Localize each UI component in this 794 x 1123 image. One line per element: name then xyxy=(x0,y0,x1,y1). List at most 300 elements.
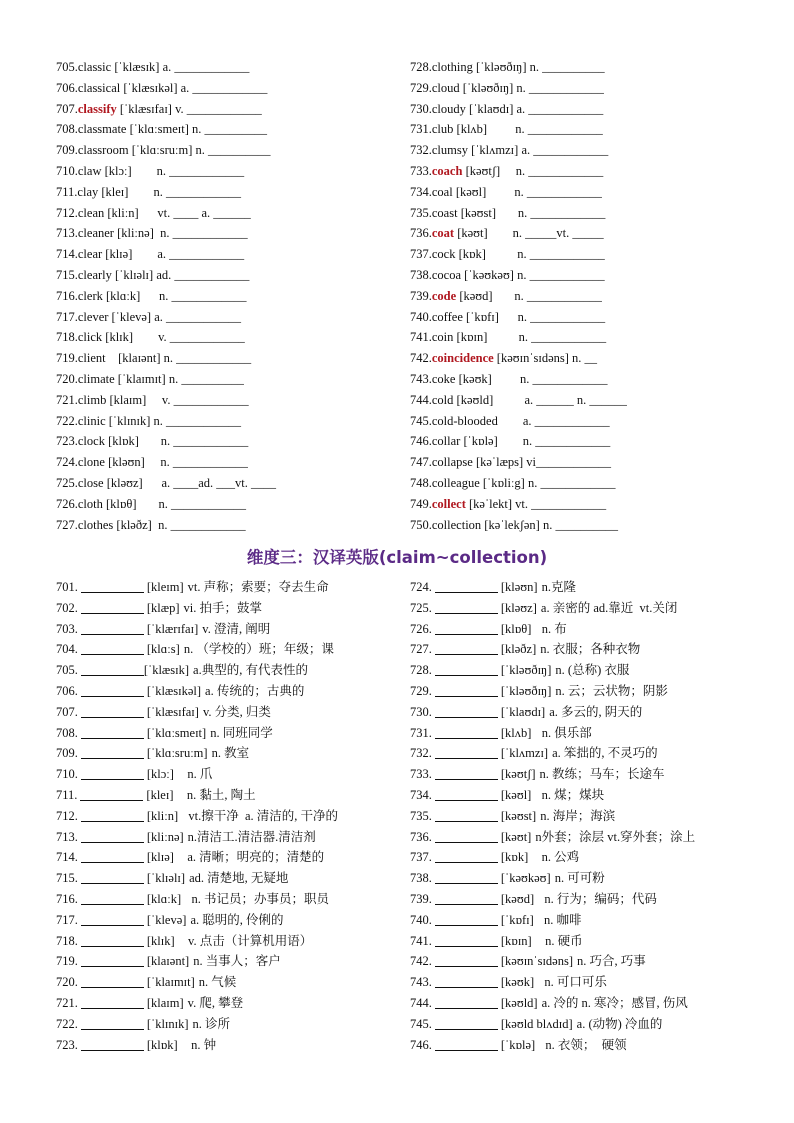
headword: clone xyxy=(77,455,105,470)
translation-row xyxy=(410,577,782,598)
definition: n. （学校的）班；年级；课 xyxy=(183,642,334,657)
phonetic-and-blank: [ˈkɒfɪ] n. ____________ xyxy=(462,309,606,324)
vocab-row xyxy=(56,265,396,286)
phonetic-and-blank: [ˈkɒliːg] n. ____________ xyxy=(479,475,616,490)
headword: clean xyxy=(77,205,105,220)
headword: coal xyxy=(431,184,453,199)
definition: ad. 清楚地, 无疑地 xyxy=(189,871,289,886)
entry-number: 749. xyxy=(410,496,432,511)
translation-row xyxy=(56,639,396,660)
answer-blank xyxy=(81,1016,144,1030)
headword: clearly xyxy=(77,267,112,282)
entry-number: 738. xyxy=(410,267,432,282)
vocab-row xyxy=(410,369,780,390)
definition: v. 澄清, 阐明 xyxy=(202,621,271,636)
vocab-row xyxy=(56,494,396,515)
vocab-row xyxy=(410,203,780,224)
answer-blank xyxy=(81,849,144,863)
phonetic: [kəʊld] xyxy=(500,995,538,1010)
definition: a.典型的, 有代表性的 xyxy=(193,663,308,678)
translation-row xyxy=(410,1014,782,1035)
translation-row xyxy=(56,972,396,993)
vocab-row xyxy=(56,223,396,244)
entry-number: 742. xyxy=(410,954,432,969)
translation-row xyxy=(410,806,782,827)
entry-number: 721. xyxy=(56,392,78,407)
entry-number: 709. xyxy=(56,746,78,761)
translation-row xyxy=(410,847,782,868)
translation-row xyxy=(410,764,782,785)
phonetic: [ˈklaɪmɪt] xyxy=(146,975,195,990)
vocab-row xyxy=(56,411,396,432)
entry-number: 713. xyxy=(56,829,78,844)
entry-number: 721. xyxy=(56,995,78,1010)
definition: vi. 拍手；鼓掌 xyxy=(183,600,262,615)
phonetic-and-blank: [kəʊk] n. ____________ xyxy=(455,371,608,386)
phonetic-and-blank: [kəʊl] n. ____________ xyxy=(452,184,602,199)
headword: clumsy xyxy=(431,143,468,158)
headword: claw xyxy=(77,163,102,178)
vocab-row xyxy=(410,390,780,411)
headword: coffee xyxy=(431,309,463,324)
definition: n. 海岸；海滨 xyxy=(540,808,616,823)
phonetic-and-blank: [ˈklɑːsmeɪt] n. __________ xyxy=(126,122,268,137)
phonetic: [ˈklɑːsmeɪt] xyxy=(146,725,207,740)
vocab-row xyxy=(56,78,396,99)
entry-number: 713. xyxy=(56,226,78,241)
definition: v. 分类, 归类 xyxy=(202,704,271,719)
phonetic: [ˈklæsɪfaɪ] xyxy=(146,704,199,719)
entry-number: 730. xyxy=(410,101,432,116)
phonetic: [ˈklaʊdɪ] xyxy=(500,704,546,719)
entry-number: 746. xyxy=(410,434,432,449)
definition: n. 行为；编码；代码 xyxy=(538,891,657,906)
phonetic: [ˈklæsɪk] xyxy=(143,663,190,678)
phonetic-and-blank: [klɔː] n. ____________ xyxy=(101,163,245,178)
entry-number: 747. xyxy=(410,455,432,470)
vocab-row xyxy=(56,515,396,536)
translation-row xyxy=(56,889,396,910)
translation-row xyxy=(410,660,782,681)
phonetic: [kləʊz] xyxy=(500,600,537,615)
answer-blank xyxy=(435,621,498,635)
answer-blank xyxy=(81,662,144,676)
phonetic: [klʌb] xyxy=(500,725,532,740)
entry-number: 731. xyxy=(410,725,432,740)
entry-number: 746. xyxy=(410,1037,432,1052)
phonetic: [kəʊk] xyxy=(500,975,535,990)
phonetic: [kəʊɪnˈsɪdəns] xyxy=(500,954,573,969)
vocab-row xyxy=(56,203,396,224)
entry-number: 702. xyxy=(56,600,78,615)
definition: vt.擦干净 a. 清洁的, 干净的 xyxy=(182,808,339,823)
vocab-row xyxy=(56,182,396,203)
answer-blank xyxy=(81,912,144,926)
definition: n. 云；云状物；阴影 xyxy=(555,683,668,698)
phonetic-and-blank: [ˈklɪəlɪ] ad. ____________ xyxy=(111,267,250,282)
entry-number: 706. xyxy=(56,683,78,698)
entry-number: 714. xyxy=(56,247,78,262)
vocab-row xyxy=(56,390,396,411)
answer-blank xyxy=(81,995,144,1009)
entry-number: 703. xyxy=(56,621,78,636)
entry-number: 729. xyxy=(410,683,432,698)
translation-row xyxy=(410,972,782,993)
top-right-column xyxy=(410,57,780,535)
entry-number: 722. xyxy=(56,1016,78,1031)
entry-number: 734. xyxy=(410,184,432,199)
headword: collapse xyxy=(431,455,473,470)
entry-number: 708. xyxy=(56,725,78,740)
entry-number: 732. xyxy=(410,143,432,158)
phonetic: [ˈklɪnɪk] xyxy=(146,1016,189,1031)
phonetic-and-blank: [ˈkəʊkəʊ] n. ____________ xyxy=(461,267,605,282)
answer-blank xyxy=(435,1016,498,1030)
headword: climb xyxy=(77,392,107,407)
translation-row xyxy=(56,681,396,702)
answer-blank xyxy=(81,891,144,905)
entry-number: 741. xyxy=(410,933,432,948)
vocab-row xyxy=(410,57,780,78)
phonetic: [klɪk] xyxy=(146,933,175,948)
vocab-row xyxy=(410,431,780,452)
entry-number: 708. xyxy=(56,122,78,137)
answer-blank xyxy=(435,995,498,1009)
entry-number: 712. xyxy=(56,808,78,823)
phonetic: [ˈkɒlə] xyxy=(500,1037,536,1052)
entry-number: 728. xyxy=(410,663,432,678)
translation-row xyxy=(56,910,396,931)
entry-number: 715. xyxy=(56,871,78,886)
translation-row xyxy=(410,1035,782,1056)
section-title: 维度三：汉译英版(claim~collection) xyxy=(246,548,548,567)
phonetic-and-blank: [ˈklæsɪfaɪ] v. ____________ xyxy=(116,101,262,116)
phonetic: [kɒɪn] xyxy=(500,933,532,948)
phonetic-and-blank: [ˈklaɪmɪt] n. __________ xyxy=(114,371,244,386)
entry-number: 728. xyxy=(410,60,432,74)
definition: n. 衣服；各种衣物 xyxy=(540,642,641,657)
headword: clock xyxy=(77,434,105,449)
vocab-row xyxy=(56,473,396,494)
headword: client xyxy=(77,351,106,366)
phonetic-and-blank: [ˈklaʊdɪ] a. ____________ xyxy=(465,101,604,116)
headword: cold-blooded xyxy=(431,413,498,428)
entry-number: 739. xyxy=(410,288,432,303)
translation-row xyxy=(56,660,396,681)
translation-row xyxy=(56,868,396,889)
answer-blank xyxy=(435,704,498,718)
entry-number: 719. xyxy=(56,954,78,969)
definition: v. 点击（计算机用语） xyxy=(178,933,313,948)
vocab-row xyxy=(56,161,396,182)
entry-number: 705. xyxy=(56,60,78,74)
definition: n. 教室 xyxy=(211,746,250,761)
phonetic-and-blank: a. ____________ xyxy=(497,413,610,428)
vocab-row xyxy=(56,307,396,328)
definition: vt. 声称；索要；夺去生命 xyxy=(187,580,329,594)
translation-row xyxy=(56,1035,396,1056)
definition: a. 亲密的 ad.靠近 vt.关闭 xyxy=(540,600,678,615)
answer-blank xyxy=(435,849,498,863)
definition: n. 公鸡 xyxy=(532,850,580,865)
headword: coin xyxy=(431,330,454,345)
headword: coincidence xyxy=(431,351,494,366)
phonetic-and-blank: [kləʊz] a. ____ad. ___vt. ____ xyxy=(103,475,277,490)
definition: n. 黏土, 陶土 xyxy=(177,787,256,802)
entry-number: 736. xyxy=(410,829,432,844)
vocab-row xyxy=(410,494,780,515)
phonetic: [ˈkɒfɪ] xyxy=(500,912,534,927)
definition: n. 煤；煤块 xyxy=(535,787,605,802)
translation-row xyxy=(410,723,782,744)
entry-number: 748. xyxy=(410,475,432,490)
answer-blank xyxy=(81,704,144,718)
entry-number: 710. xyxy=(56,163,78,178)
phonetic-and-blank: [klɒθ] n. ____________ xyxy=(102,496,246,511)
entry-number: 737. xyxy=(410,247,432,262)
vocab-row xyxy=(410,327,780,348)
definition: n. 诊所 xyxy=(192,1016,231,1031)
entry-number: 709. xyxy=(56,143,78,158)
answer-blank xyxy=(81,683,144,697)
phonetic-and-blank: [klɪə] a. ____________ xyxy=(102,247,245,262)
entry-number: 740. xyxy=(410,912,432,927)
phonetic: [ˈkləʊðɪŋ] xyxy=(500,683,552,698)
entry-number: 727. xyxy=(56,517,78,532)
entry-number: 733. xyxy=(410,767,432,782)
entry-number: 710. xyxy=(56,767,78,782)
answer-blank xyxy=(81,579,144,593)
definition: n. 当事人；客户 xyxy=(193,954,281,969)
headword: cold xyxy=(431,392,454,407)
answer-blank xyxy=(435,912,498,926)
bottom-right-column xyxy=(410,577,782,1055)
vocab-row xyxy=(56,119,396,140)
headword: colleague xyxy=(431,475,480,490)
definition: n. 钟 xyxy=(181,1037,217,1052)
definition: n. 衣领； 硬领 xyxy=(539,1037,627,1052)
translation-row xyxy=(56,785,396,806)
headword: coach xyxy=(431,163,463,178)
definition: n.清洁工.清洁器.清洁剂 xyxy=(187,829,316,844)
vocab-row xyxy=(410,452,780,473)
translation-row xyxy=(410,951,782,972)
headword: cocoa xyxy=(431,267,462,282)
definition: a. 冷的 n. 寒冷；感冒, 伤风 xyxy=(541,995,688,1010)
vocab-row xyxy=(56,431,396,452)
entry-number: 716. xyxy=(56,891,78,906)
translation-row xyxy=(56,847,396,868)
phonetic-and-blank: [kɒɪn] n. ____________ xyxy=(453,330,607,345)
bottom-left-column xyxy=(56,577,396,1055)
phonetic: [ˈklærɪfaɪ] xyxy=(146,621,199,636)
answer-blank xyxy=(81,725,144,739)
phonetic: [kəʊt] xyxy=(500,829,532,844)
definition: a. 多云的, 阴天的 xyxy=(549,704,643,719)
phonetic: [kəʊl] xyxy=(500,787,532,802)
translation-row xyxy=(410,993,782,1014)
headword: cloudy xyxy=(431,101,466,116)
entry-number: 712. xyxy=(56,205,78,220)
answer-blank xyxy=(81,1037,144,1051)
phonetic-and-blank: [kəʊt] n. _____vt. _____ xyxy=(454,226,604,241)
vocab-row xyxy=(410,140,780,161)
vocab-row xyxy=(56,57,396,78)
phonetic-and-blank: [kəˈlekʃən] n. __________ xyxy=(481,517,618,532)
headword: cock xyxy=(431,247,456,262)
vocab-row xyxy=(410,286,780,307)
headword: cleaner xyxy=(77,226,114,241)
translation-row xyxy=(410,598,782,619)
phonetic: [kləðz] xyxy=(500,642,537,657)
phonetic: [klɑːs] xyxy=(146,642,180,657)
definition: n. 同班同学 xyxy=(210,725,273,740)
entry-number: 745. xyxy=(410,1016,432,1031)
phonetic-and-blank: [ˈklɑːsruːm] n. __________ xyxy=(128,143,271,158)
definition: n. 爪 xyxy=(177,767,213,782)
entry-number: 741. xyxy=(410,330,432,345)
answer-blank xyxy=(81,766,144,780)
phonetic: [ˈklæsɪkəl] xyxy=(146,683,202,698)
definition: n. 布 xyxy=(535,621,567,636)
answer-blank xyxy=(435,600,498,614)
answer-blank xyxy=(435,579,498,593)
answer-blank xyxy=(81,870,144,884)
entry-number: 720. xyxy=(56,371,78,386)
translation-row xyxy=(56,598,396,619)
answer-blank xyxy=(435,787,498,801)
entry-number: 715. xyxy=(56,267,78,282)
definition: n. 教练；马车；长途车 xyxy=(539,767,665,782)
vocab-row xyxy=(56,99,396,120)
phonetic-and-blank: [ˈklɪnɪk] n. ____________ xyxy=(105,413,242,428)
answer-blank xyxy=(435,641,498,655)
translation-row xyxy=(56,743,396,764)
entry-number: 723. xyxy=(56,434,78,449)
entry-number: 729. xyxy=(410,80,432,95)
entry-number: 718. xyxy=(56,330,78,345)
answer-blank xyxy=(435,953,498,967)
phonetic: [klaɪm] xyxy=(146,995,184,1010)
entry-number: 711. xyxy=(56,184,78,199)
entry-number: 750. xyxy=(410,517,432,532)
entry-number: 739. xyxy=(410,891,432,906)
answer-blank xyxy=(435,662,498,676)
entry-number: 714. xyxy=(56,850,78,865)
headword: classical xyxy=(77,80,121,95)
headword: clay xyxy=(77,184,99,199)
headword: club xyxy=(431,122,454,137)
definition: n. 硬币 xyxy=(535,933,583,948)
vocab-row xyxy=(410,161,780,182)
top-left-column xyxy=(56,57,396,535)
entry-number: 725. xyxy=(56,475,78,490)
phonetic: [kəʊd] xyxy=(500,891,535,906)
phonetic: [ˈklevə] xyxy=(146,912,187,927)
phonetic: [ˈklɪəlɪ] xyxy=(146,871,186,886)
phonetic-and-blank: [kəʊd] n. ____________ xyxy=(456,288,602,303)
answer-blank xyxy=(80,787,143,801)
headword: coast xyxy=(431,205,458,220)
vocab-row xyxy=(410,244,780,265)
headword: clear xyxy=(77,247,103,262)
entry-number: 737. xyxy=(410,850,432,865)
entry-number: 727. xyxy=(410,642,432,657)
phonetic-and-blank: [kəʊst] n. ____________ xyxy=(457,205,606,220)
phonetic: [kliːn] xyxy=(146,808,179,823)
phonetic-and-blank: [klaɪənt] n. ____________ xyxy=(105,351,252,366)
phonetic-and-blank: [kəˈlæps] vi____________ xyxy=(472,455,612,470)
definition: a. 清晰；明亮的；清楚的 xyxy=(177,850,325,865)
entry-number: 707. xyxy=(56,704,78,719)
answer-blank xyxy=(435,808,498,822)
phonetic: [klaɪənt] xyxy=(146,954,190,969)
phonetic: [ˈklʌmzɪ] xyxy=(500,746,549,761)
answer-blank xyxy=(81,808,144,822)
phonetic: [klæp] xyxy=(146,600,180,615)
phonetic: [klɑːk] xyxy=(146,891,182,906)
vocab-row xyxy=(56,452,396,473)
entry-number: 720. xyxy=(56,975,78,990)
headword: code xyxy=(431,288,457,303)
definition: n. 俱乐部 xyxy=(535,725,592,740)
answer-blank xyxy=(81,600,144,614)
entry-number: 725. xyxy=(410,600,432,615)
translation-row xyxy=(410,931,782,952)
vocab-row xyxy=(410,119,780,140)
vocab-row xyxy=(410,182,780,203)
translation-row xyxy=(56,827,396,848)
translation-row xyxy=(410,681,782,702)
headword: collect xyxy=(431,496,466,511)
entry-number: 722. xyxy=(56,413,78,428)
vocab-row xyxy=(410,411,780,432)
answer-blank xyxy=(81,953,144,967)
phonetic-and-blank: [ˈkləʊðɪŋ] n. ____________ xyxy=(459,80,604,95)
entry-number: 704. xyxy=(56,642,78,657)
entry-number: 706. xyxy=(56,80,78,95)
phonetic: [klɒθ] xyxy=(500,621,532,636)
translation-row xyxy=(410,702,782,723)
phonetic-and-blank: [ˈklevə] a. ____________ xyxy=(108,309,242,324)
definition: v. 爬, 攀登 xyxy=(187,995,244,1010)
definition: n. (总称) 衣服 xyxy=(555,663,630,678)
phonetic: [klɒk] xyxy=(146,1037,178,1052)
entry-number: 723. xyxy=(56,1037,78,1052)
phonetic-and-blank: [klaɪm] v. ____________ xyxy=(106,392,249,407)
entry-number: 745. xyxy=(410,413,432,428)
translation-row xyxy=(56,931,396,952)
vocab-row xyxy=(410,78,780,99)
headword: coke xyxy=(431,371,456,386)
phonetic-and-blank: [ˈklæsɪk] a. ____________ xyxy=(111,60,250,74)
entry-number: 731. xyxy=(410,122,432,137)
entry-number: 701. xyxy=(56,580,78,594)
answer-blank xyxy=(81,974,144,988)
definition: a. 笨拙的, 不灵巧的 xyxy=(552,746,658,761)
phonetic-and-blank: [klɒk] n. ____________ xyxy=(104,434,249,449)
phonetic: [klɔː] xyxy=(146,767,174,782)
phonetic-and-blank: [klʌb] n. ____________ xyxy=(453,122,603,137)
translation-row xyxy=(410,785,782,806)
translation-row xyxy=(56,619,396,640)
answer-blank xyxy=(81,933,144,947)
entry-number: 726. xyxy=(56,496,78,511)
entry-number: 744. xyxy=(410,995,432,1010)
phonetic-and-blank: [ˈklʌmzɪ] a. ____________ xyxy=(467,143,609,158)
entry-number: 738. xyxy=(410,871,432,886)
translation-row xyxy=(56,951,396,972)
